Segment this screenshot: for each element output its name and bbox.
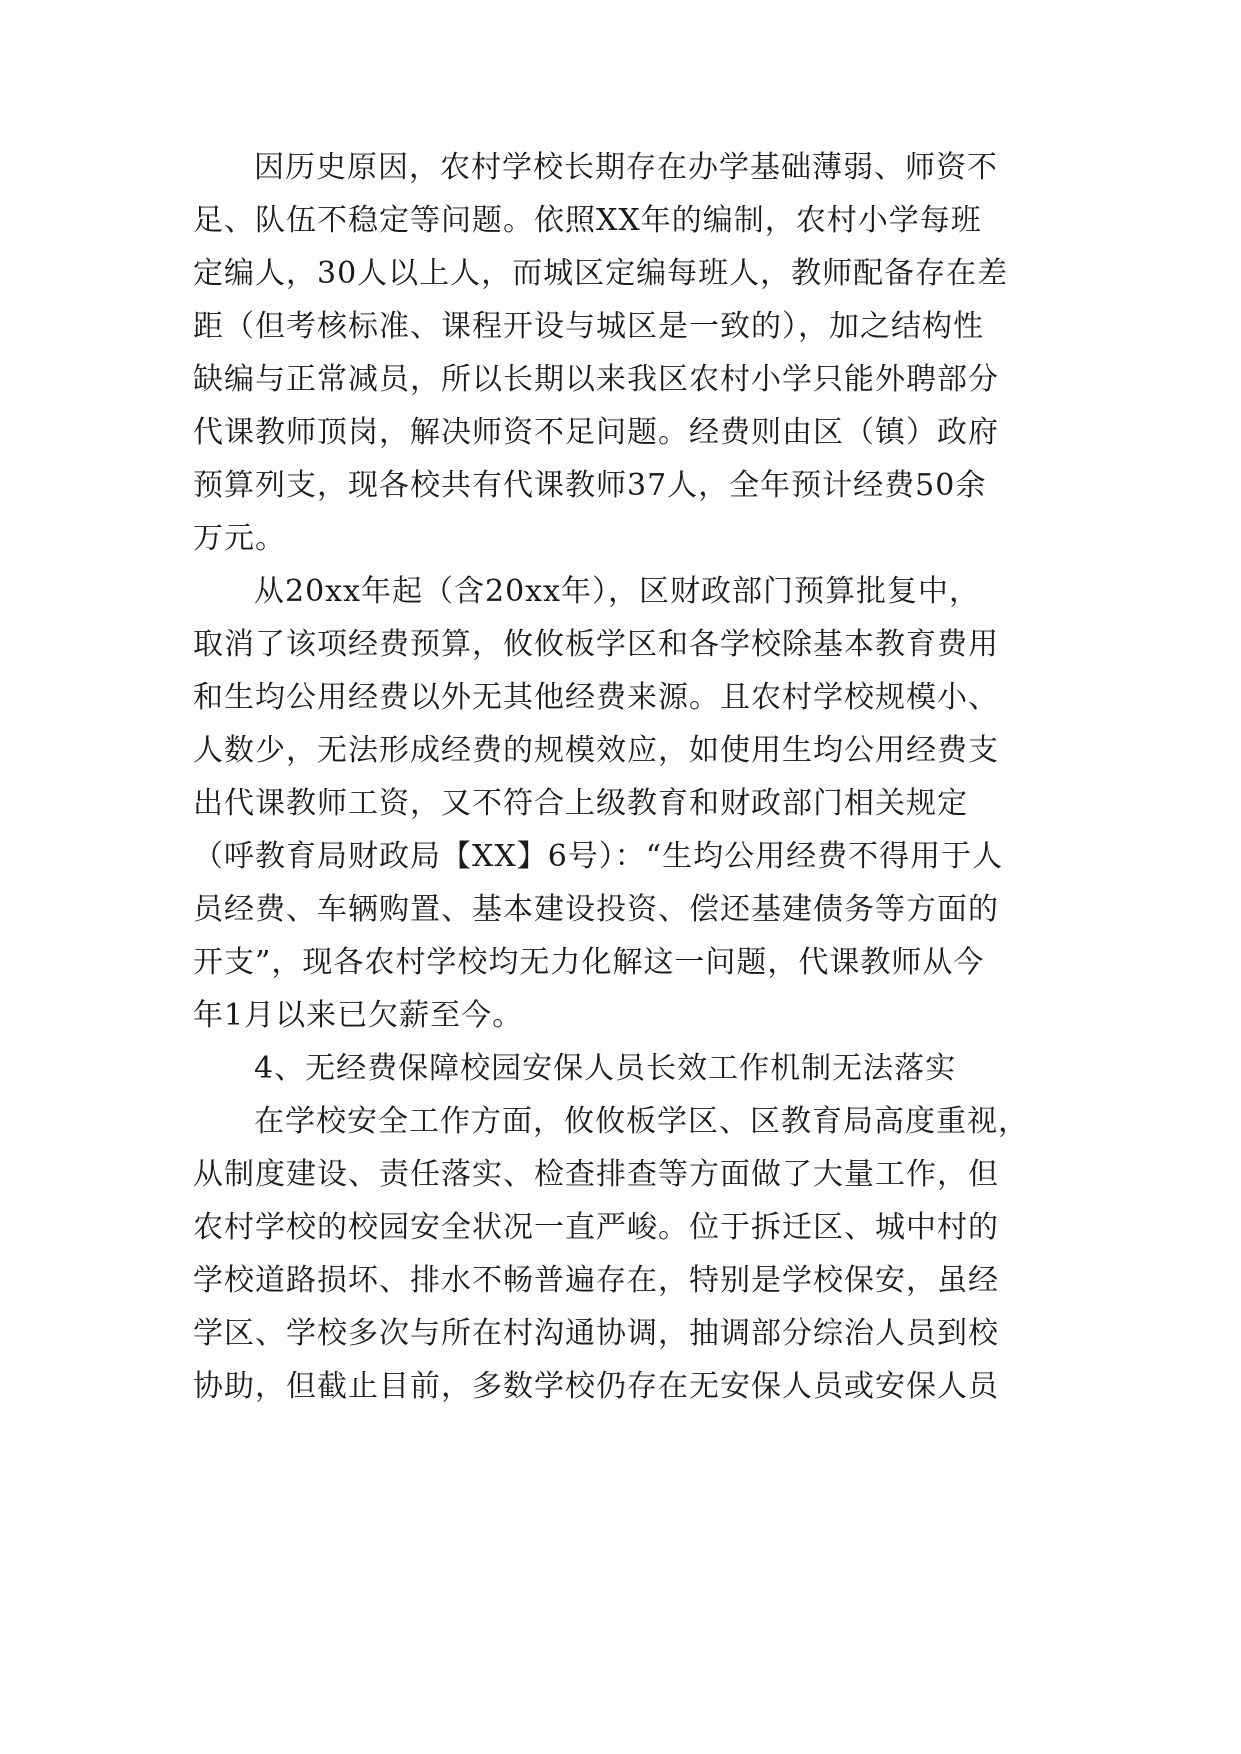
text-line: 员经费、车辆购置、基本建设投资、偿还基建债务等方面的 xyxy=(193,892,999,927)
text-line: 取消了该项经费预算，攸攸板学区和各学校除基本教育费用 xyxy=(193,627,999,662)
text-line: 足、队伍不稳定等问题。依照XX年的编制，农村小学每班 xyxy=(193,203,982,238)
text-line: 出代课教师工资，又不符合上级教育和财政部门相关规定 xyxy=(193,786,968,821)
text-line: 年1月以来已欠薪至今。 xyxy=(193,998,524,1033)
section-heading: 4、无经费保障校园安保人员长效工作机制无法落实 xyxy=(254,1051,957,1086)
text-line: 农村学校的校园安全状况一直严峻。位于拆迁区、城中村的 xyxy=(193,1210,999,1245)
text-line: 和生均公用经费以外无其他经费来源。且农村学校规模小、 xyxy=(193,680,999,715)
text-line: 从20xx年起（含20xx年），区财政部门预算批复中， xyxy=(254,574,981,609)
text-line: 开支”，现各农村学校均无力化解这一问题，代课教师从今 xyxy=(193,945,985,980)
text-line: （呼教育局财政局【XX】6号）：“生均公用经费不得用于人 xyxy=(193,839,1004,874)
text-line: 协助，但截止目前，多数学校仍存在无安保人员或安保人员 xyxy=(193,1369,999,1404)
text-line: 距（但考核标准、课程开设与城区是一致的），加之结构性 xyxy=(193,309,984,344)
text-line: 定编人，30人以上人，而城区定编每班人，教师配备存在差 xyxy=(193,256,1009,291)
text-line: 在学校安全工作方面，攸攸板学区、区教育局高度重视， xyxy=(254,1104,1029,1139)
text-line: 代课教师顶岗，解决师资不足问题。经费则由区（镇）政府 xyxy=(193,415,999,450)
text-line: 从制度建设、责任落实、检查排查等方面做了大量工作，但 xyxy=(193,1157,999,1192)
text-line: 因历史原因，农村学校长期存在办学基础薄弱、师资不 xyxy=(254,150,998,185)
text-line: 缺编与正常减员，所以长期以来我区农村小学只能外聘部分 xyxy=(193,362,999,397)
text-line: 学区、学校多次与所在村沟通协调，抽调部分综治人员到校 xyxy=(193,1316,999,1351)
text-line: 学校道路损坏、排水不畅普遍存在，特别是学校保安，虽经 xyxy=(193,1263,999,1298)
text-line: 人数少，无法形成经费的规模效应，如使用生均公用经费支 xyxy=(193,733,999,768)
text-line: 预算列支，现各校共有代课教师37人，全年预计经费50余 xyxy=(193,468,987,503)
text-line: 万元。 xyxy=(193,521,286,556)
